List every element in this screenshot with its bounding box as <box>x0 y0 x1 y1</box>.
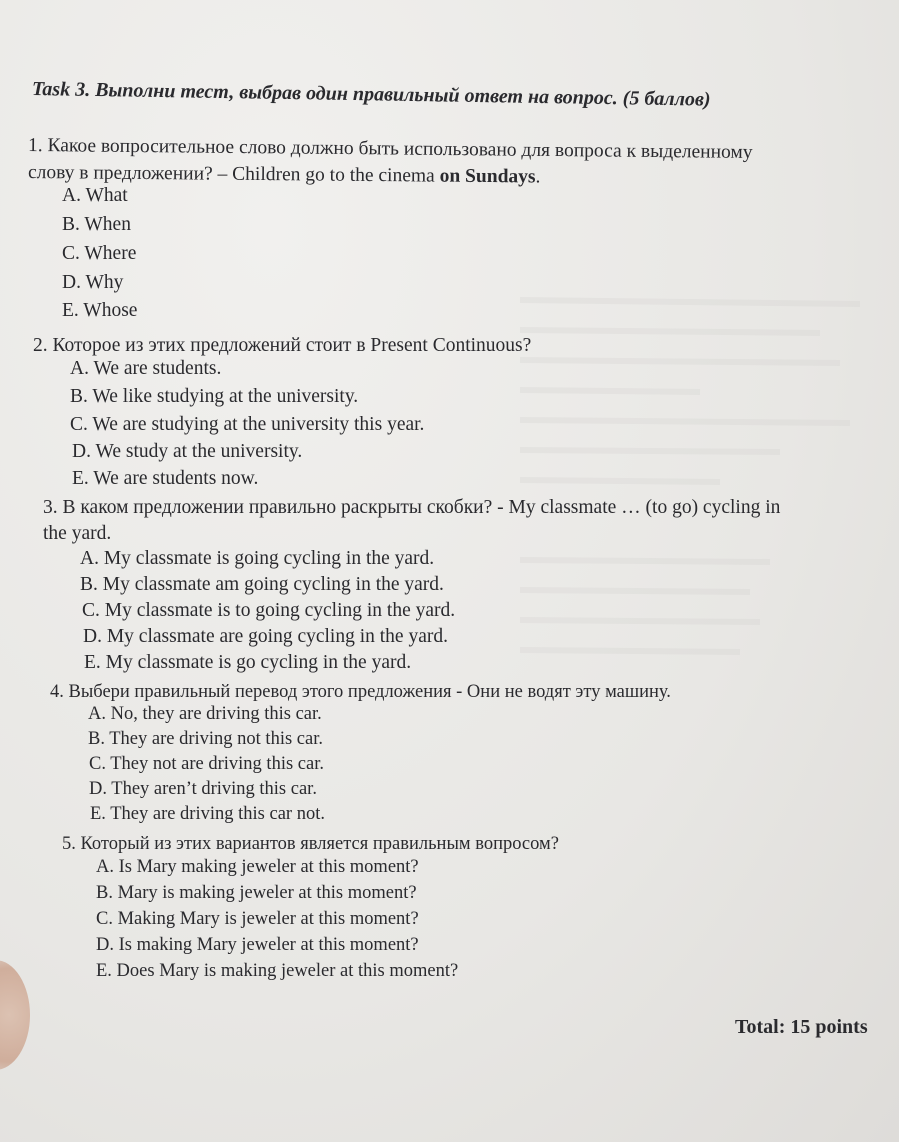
question-1-option-e: E. Whose <box>62 300 138 321</box>
question-1-option-c: C. Where <box>62 243 137 264</box>
question-5-option-c: C. Making Mary is jeweler at this moment? <box>96 909 419 929</box>
question-4-option-c: C. They not are driving this car. <box>89 754 324 774</box>
bleed-lines <box>520 290 880 670</box>
question-1-text: 1. Какое вопросительное слово должно быть использовано для вопроса к выделенному <box>27 135 753 163</box>
bleed-through <box>520 290 880 675</box>
task-title: Task 3. Выполни тест, выбрав один правильный ответ на вопрос. (5 баллов) <box>31 78 711 111</box>
question-3-option-d: D. My classmate are going cycling in the yard. <box>83 626 448 647</box>
question-3-option-c: C. My classmate is to going cycling in the yard. <box>82 600 456 621</box>
question-2-option-a: A. We are students. <box>70 358 222 379</box>
question-2-option-d: D. We study at the university. <box>72 441 303 462</box>
question-4-text: 4. Выбери правильный перевод этого предложения - Они не водят эту машину. <box>50 682 671 702</box>
question-1-option-a: A. What <box>62 185 128 206</box>
question-5-option-b: B. Mary is making jeweler at this moment? <box>96 883 417 903</box>
question-5-option-d: D. Is making Mary jeweler at this moment? <box>96 935 419 955</box>
question-3-text-line2: the yard. <box>43 523 112 544</box>
question-4-option-d: D. They aren’t driving this car. <box>89 779 317 799</box>
question-5-option-e: E. Does Mary is making jeweler at this moment? <box>96 961 459 981</box>
question-3-option-e: E. My classmate is go cycling in the yard. <box>84 652 412 673</box>
highlighted-word: on Sundays <box>439 165 536 188</box>
question-3-text: 3. В каком предложении правильно раскрыты скобки? - My classmate … (to go) cycling in <box>43 497 781 518</box>
question-4-option-b: B. They are driving not this car. <box>88 729 323 749</box>
question-1-option-b: B. When <box>62 214 131 235</box>
question-4-option-e: E. They are driving this car not. <box>90 804 325 824</box>
question-1-option-d: D. Why <box>62 272 124 293</box>
question-2-option-c: C. We are studying at the university this year. <box>70 414 425 435</box>
question-1-text-line2: слову в предложении? – Children go to the cinema on Sundays. <box>27 162 541 188</box>
question-3-option-a: A. My classmate is going cycling in the yard. <box>80 548 435 569</box>
question-2-text: 2. Которое из этих предложений стоит в Present Continuous? <box>33 335 532 356</box>
question-2-option-e: E. We are students now. <box>72 468 259 489</box>
question-5-text: 5. Который из этих вариантов является правильным вопросом? <box>62 834 559 854</box>
question-5-option-a: A. Is Mary making jeweler at this moment? <box>96 857 419 877</box>
question-3-option-b: B. My classmate am going cycling in the yard. <box>80 574 444 595</box>
question-4-option-a: A. No, they are driving this car. <box>88 704 322 724</box>
total-points: Total: 15 points <box>735 1016 868 1038</box>
question-2-option-b: B. We like studying at the university. <box>70 386 359 407</box>
